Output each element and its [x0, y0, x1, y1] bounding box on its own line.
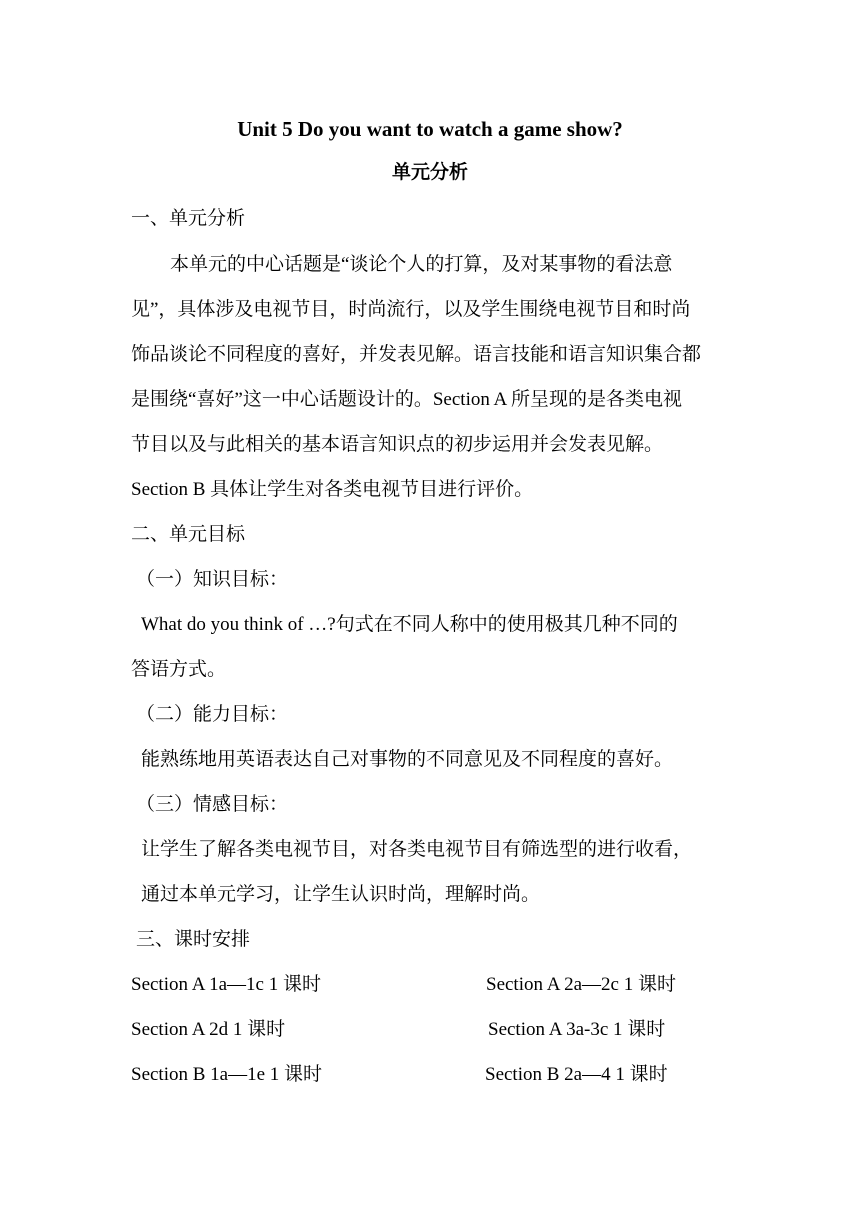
- schedule-item: Section A 1a—1c 1 课时: [131, 974, 321, 995]
- paragraph-line: 见”，具体涉及电视节目，时尚流行，以及学生围绕电视节目和时尚: [131, 299, 691, 320]
- subheading-knowledge-goals: （一）知识目标：: [136, 569, 289, 590]
- schedule-item: Section B 2a—4 1 课时: [485, 1064, 668, 1085]
- paragraph-line: 节目以及与此相关的基本语言知识点的初步运用并会发表见解。: [131, 434, 664, 455]
- paragraph-line: 是围绕“喜好”这一中心话题设计的。Section A 所呈现的是各类电视: [131, 389, 682, 410]
- schedule-item: Section A 2d 1 课时: [131, 1019, 286, 1040]
- paragraph-line: Section B 具体让学生对各类电视节目进行评价。: [131, 479, 534, 500]
- subheading-emotion-goals: （三）情感目标：: [136, 794, 289, 815]
- emotion-line: 通过本单元学习，让学生认识时尚，理解时尚。: [141, 884, 541, 905]
- section-heading-unit-analysis: 一、单元分析: [131, 208, 246, 229]
- paragraph-line: 饰品谈论不同程度的喜好，并发表见解。语言技能和语言知识集合都: [131, 344, 702, 365]
- schedule-item: Section A 3a-3c 1 课时: [488, 1019, 666, 1040]
- ability-line: 能熟练地用英语表达自己对事物的不同意见及不同程度的喜好。: [141, 749, 674, 770]
- emotion-line: 让学生了解各类电视节目，对各类电视节目有筛选型的进行收看，: [141, 839, 693, 860]
- section-heading-unit-goals: 二、单元目标: [131, 524, 246, 545]
- section-heading-schedule: 三、课时安排: [136, 929, 251, 950]
- knowledge-line: What do you think of …?句式在不同人称中的使用极其几种不同的: [141, 614, 678, 635]
- knowledge-line: 答语方式。: [131, 659, 227, 680]
- paragraph-line: 本单元的中心话题是“谈论个人的打算，及对某事物的看法意: [170, 254, 673, 275]
- schedule-item: Section A 2a—2c 1 课时: [486, 974, 676, 995]
- unit-subtitle: 单元分析: [391, 162, 468, 183]
- unit-title: Unit 5 Do you want to watch a game show?: [237, 117, 623, 141]
- subheading-ability-goals: （二）能力目标：: [136, 704, 289, 725]
- schedule-item: Section B 1a—1e 1 课时: [131, 1064, 323, 1085]
